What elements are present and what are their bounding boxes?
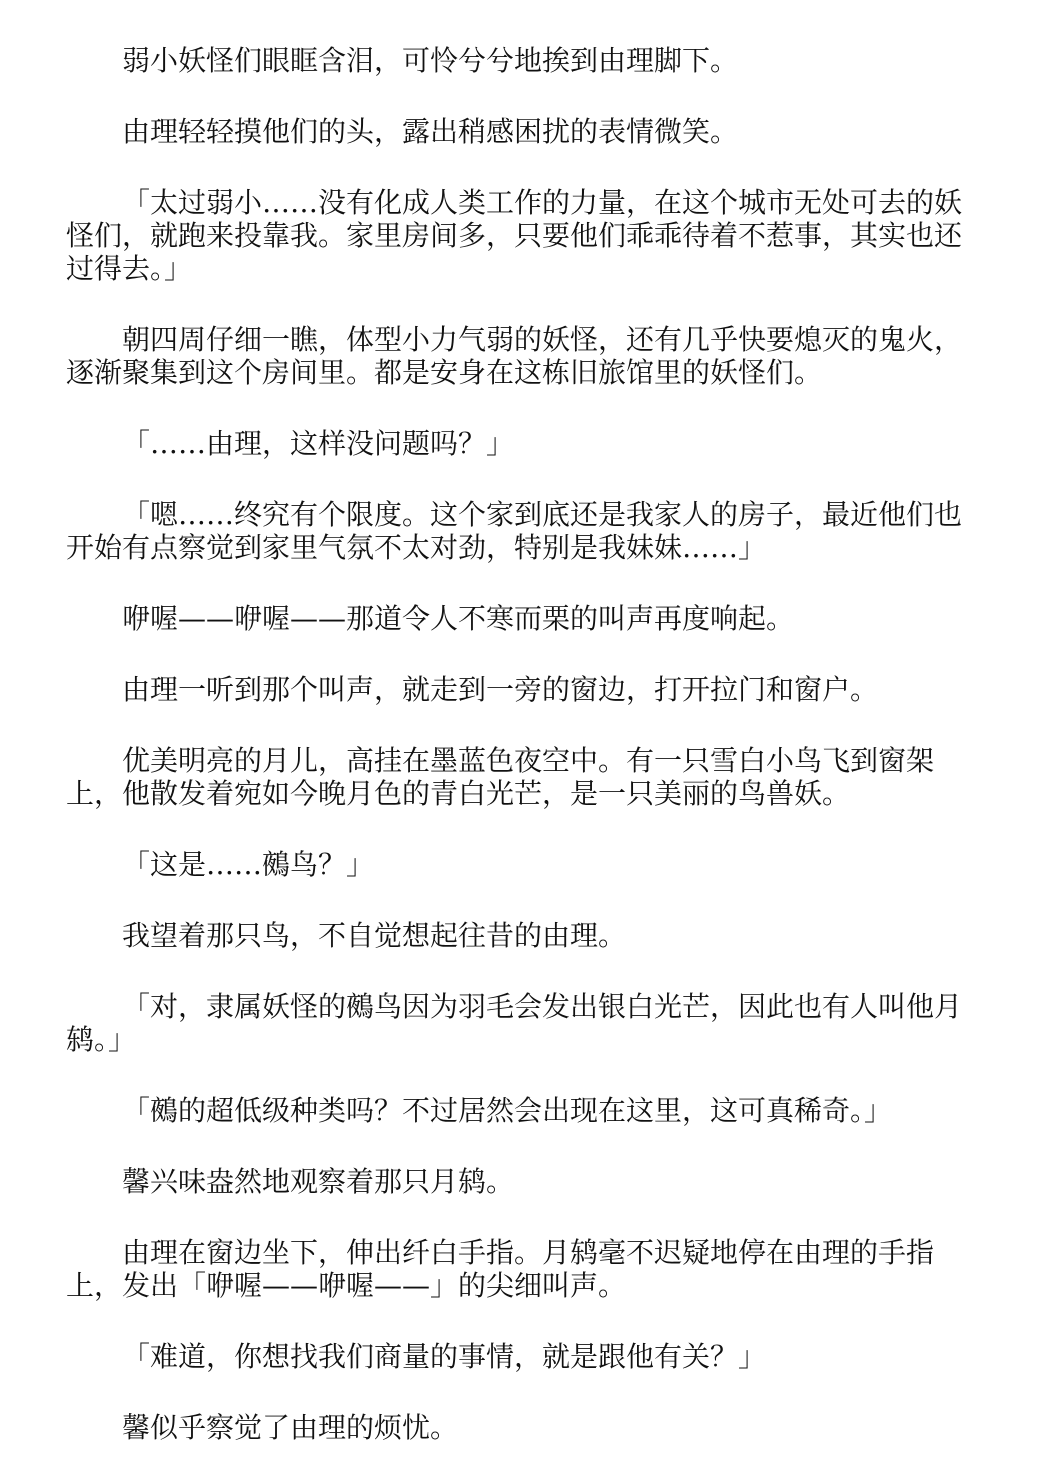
paragraph: 「鵺的超低级种类吗？不过居然会出现在这里，这可真稀奇。」 — [122, 1094, 893, 1127]
document-page — [66, 44, 976, 1480]
paragraph: 朝四周仔细一瞧，体型小力气弱的妖怪，还有几乎快要熄灭的鬼火，逐渐聚集到这个房间里。都是安身在这栋旧旅馆里的妖怪们。 — [66, 323, 963, 389]
paragraph: 「嗯……终究有个限度。这个家到底还是我家人的房子，最近他们也开始有点察觉到家里气氛不太对劲，特别是我妹妹……」 — [66, 498, 963, 564]
paragraph: 馨兴味盎然地观察着那只月鸫。 — [122, 1165, 515, 1198]
paragraph: 我望着那只鸟，不自觉想起往昔的由理。 — [122, 919, 627, 952]
paragraph: 馨似乎察觉了由理的烦忧。 — [122, 1411, 459, 1444]
paragraph: 「对，隶属妖怪的鵺鸟因为羽毛会发出银白光芒，因此也有人叫他月鸫。」 — [66, 990, 963, 1056]
paragraph: 咿喔——咿喔——那道令人不寒而栗的叫声再度响起。 — [122, 602, 795, 635]
paragraph: 「难道，你想找我们商量的事情，就是跟他有关？」 — [122, 1340, 767, 1373]
paragraph: 「……由理，这样没问题吗？」 — [122, 427, 515, 460]
paragraph: 弱小妖怪们眼眶含泪，可怜兮兮地挨到由理脚下。 — [122, 44, 739, 77]
paragraph: 优美明亮的月儿，高挂在墨蓝色夜空中。有一只雪白小鸟飞到窗架上，他散发着宛如今晚月色的青白光芒，是一只美丽的鸟兽妖。 — [66, 744, 935, 810]
paragraph: 「这是……鵺鸟？」 — [122, 848, 375, 881]
paragraph: 由理轻轻摸他们的头，露出稍感困扰的表情微笑。 — [122, 115, 739, 148]
paragraph: 由理在窗边坐下，伸出纤白手指。月鸫毫不迟疑地停在由理的手指上，发出「咿喔——咿喔——」的尖细叫声。 — [66, 1236, 935, 1302]
paragraph: 由理一听到那个叫声，就走到一旁的窗边，打开拉门和窗户。 — [122, 673, 879, 706]
paragraph: 「太过弱小……没有化成人类工作的力量，在这个城市无处可去的妖怪们，就跑来投靠我。家里房间多，只要他们乖乖待着不惹事，其实也还过得去。」 — [66, 186, 963, 285]
